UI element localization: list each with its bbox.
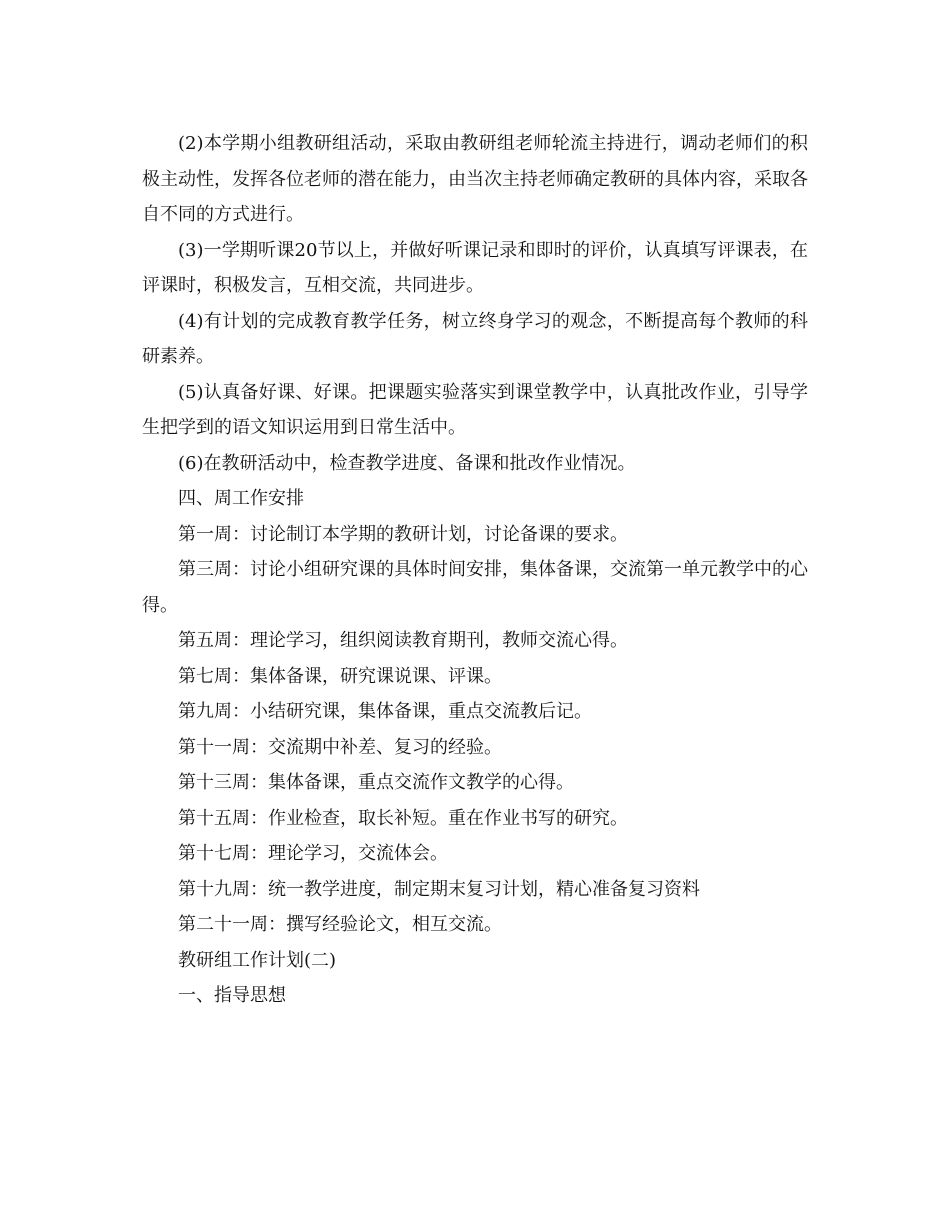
paragraph-item-5: (5)认真备好课、好课。把课题实验落实到课堂教学中，认真批改作业，引导学生把学到的语文知识运用到日常生活中。 bbox=[142, 381, 808, 438]
paragraph-item-3: (3)一学期听课20节以上，并做好听课记录和即时的评价，认真填写评课表，在评课时，积极发言，互相交流，共同进步。 bbox=[142, 239, 808, 296]
schedule-week-1: 第一周：讨论制订本学期的教研计划，讨论备课的要求。 bbox=[178, 523, 628, 545]
paragraph-item-6: (6)在教研活动中，检查教学进度、备课和批改作业情况。 bbox=[178, 452, 636, 474]
schedule-week-17: 第十七周：理论学习，交流体会。 bbox=[178, 843, 448, 864]
schedule-week-19: 第十九周：统一教学进度，制定期末复习计划，精心准备复习资料 bbox=[178, 878, 700, 900]
schedule-week-7: 第七周：集体备课，研究课说课、评课。 bbox=[178, 665, 502, 687]
schedule-week-15: 第十五周：作业检查，取长补短。重在作业书写的研究。 bbox=[178, 807, 628, 829]
paragraph-item-4: (4)有计划的完成教育教学任务，树立终身学习的观念，不断提高每个教师的科研素养。 bbox=[142, 310, 808, 367]
schedule-week-13: 第十三周：集体备课，重点交流作文教学的心得。 bbox=[178, 772, 574, 793]
schedule-week-3: 第三周：讨论小组研究课的具体时间安排，集体备课，交流第一单元教学中的心得。 bbox=[142, 559, 808, 616]
schedule-week-11: 第十一周：交流期中补差、复习的经验。 bbox=[178, 736, 502, 758]
paragraph-item-2: (2)本学期小组教研组活动，采取由教研组老师轮流主持进行，调动老师们的积极主动性，发挥各位老师的潜在能力，由当次主持老师确定教研的具体内容，采取各自不同的方式进行。 bbox=[142, 133, 808, 225]
schedule-week-5: 第五周：理论学习，组织阅读教育期刊，教师交流心得。 bbox=[178, 630, 628, 651]
section-heading-guiding-ideology: 一、指导思想 bbox=[178, 985, 286, 1006]
schedule-week-21: 第二十一周：撰写经验论文，相互交流。 bbox=[178, 914, 502, 935]
document-title-plan-two: 教研组工作计划(二) bbox=[178, 949, 337, 971]
document-body bbox=[142, 126, 808, 1014]
section-heading-weekly-schedule: 四、周工作安排 bbox=[178, 488, 304, 509]
schedule-week-9: 第九周：小结研究课，集体备课，重点交流教后记。 bbox=[178, 701, 592, 722]
